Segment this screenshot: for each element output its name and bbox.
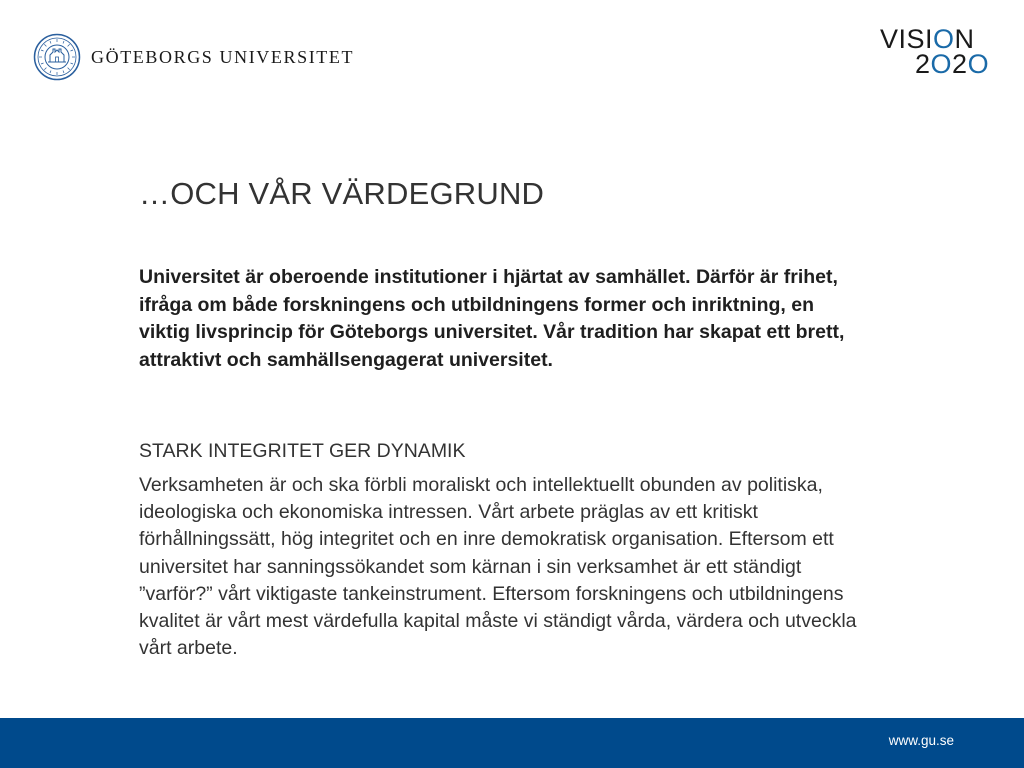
university-name: GÖTEBORGS UNIVERSITET xyxy=(91,46,355,67)
footer-bar xyxy=(0,718,1024,768)
vision-logo-accent: O xyxy=(933,24,955,54)
vision-logo-accent: O xyxy=(967,49,990,79)
lead-paragraph: Universitet är oberoende institutioner i hjärtat av samhället. Därför är frihet, ifråga om både forskningens och utbildningens former och inriktning, en viktig livsprincip för Göteborgs universitet. Vår tradition har skapat ett brett, attraktivt och samhällsengagerat universitet. xyxy=(139,266,845,371)
section-subheading: STARK INTEGRITET GER DYNAMIK xyxy=(139,440,466,462)
university-logo xyxy=(33,33,354,81)
vision-logo-text: N xyxy=(954,24,975,54)
university-seal-icon xyxy=(33,33,81,81)
body-paragraph: Verksamheten är och ska förbli moraliskt och intellektuellt obunden av politiska, ideologiska och ekonomiska intressen. Vårt arbete präglas av ett kritiskt förhållningssätt, hög integritet och en inre demokratisk organisation. Eftersom ett universitet har sanningssökandet som kärnan i sin verksamhet är ett ständigt ”varför?” vårt viktigaste tankeinstrument. Eftersom forskningens och utbildningens kvalitet är vårt mest värdefulla kapital måste vi ständigt vårda, värdera och utveckla vårt arbete. xyxy=(139,474,857,660)
vision-2020-logo xyxy=(880,26,1000,78)
vision-logo-text: VISI xyxy=(880,24,934,54)
vision-logo-text: 2 xyxy=(915,49,931,79)
footer-url[interactable]: www.gu.se xyxy=(888,733,954,748)
vision-logo-accent: O xyxy=(930,49,953,79)
vision-logo-line2 xyxy=(915,51,989,78)
vision-logo-text: 2 xyxy=(952,49,968,79)
slide-title: …OCH VÅR VÄRDEGRUND xyxy=(139,176,545,211)
